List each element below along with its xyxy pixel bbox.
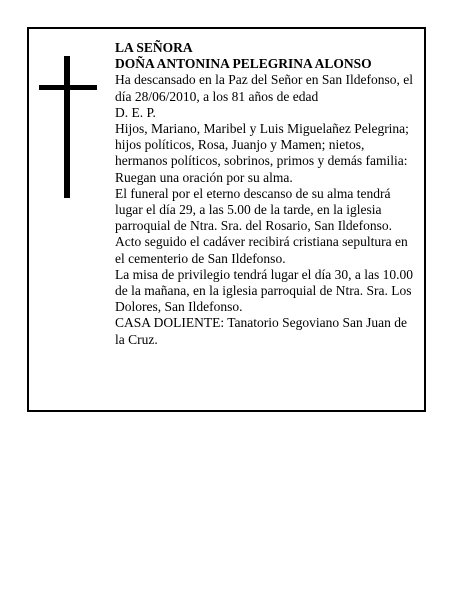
funeral-info: El funeral por el eterno descanso de su alma tendrá lugar el día 29, a las 5.00 de la tarde, en la iglesia parroquial de Ntra. Sra. del Rosario, San Ildefonso. xyxy=(115,185,393,234)
cross-horizontal-bar xyxy=(39,85,97,90)
prayer-request: Ruegan una oración por su alma. xyxy=(115,169,293,185)
burial-info: Acto seguido el cadáver recibirá cristiana sepultura en el cementerio de San Ildefonso. xyxy=(115,234,408,266)
dep-line: D. E. P. xyxy=(115,104,156,120)
obituary-notice xyxy=(27,27,426,412)
family-list: Hijos, Mariano, Maribel y Luis Miguelañez Pelegrina; hijos políticos, Rosa, Juanjo y Mamen; nietos, hermanos políticos, sobrinos, primos y demás familia: xyxy=(115,121,409,169)
cross-icon xyxy=(39,56,97,198)
deceased-name: DOÑA ANTONINA PELEGRINA ALONSO xyxy=(115,56,372,72)
death-announcement: Ha descansado en la Paz del Señor en San Ildefonso, el día 28/06/2010, a los 81 años de edad xyxy=(115,72,414,104)
mourning-house: CASA DOLIENTE: Tanatorio Segoviano San Juan de la Cruz. xyxy=(115,315,408,347)
mass-info: La misa de privilegio tendrá lugar el día 30, a las 10.00 de la mañana, en la iglesia parroquial de Ntra. Sra. Los Dolores, San Ildefonso. xyxy=(115,266,414,315)
notice-text xyxy=(115,40,419,348)
cross-vertical-bar xyxy=(64,56,70,198)
notice-title: LA SEÑORA xyxy=(115,40,193,55)
